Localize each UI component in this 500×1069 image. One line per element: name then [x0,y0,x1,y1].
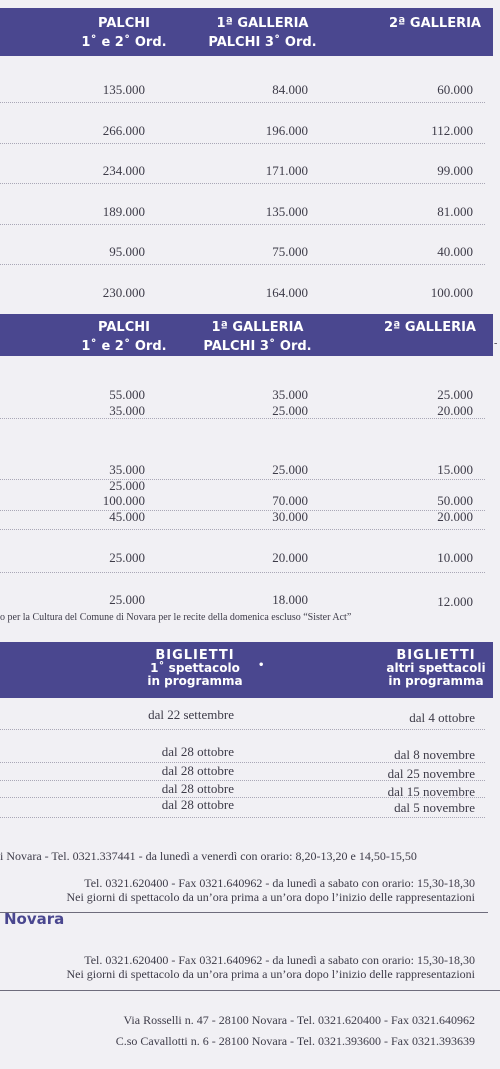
tickets-header [0,642,493,698]
price-cell: 164.000 [265,284,308,300]
ticket-others-date: dal 25 novembre [387,766,475,781]
price-cell: 112.000 [431,122,473,138]
price-cell: 75.000 [272,244,308,259]
margin-mark: - [494,338,498,349]
header-palchi: PALCHI 1˚ e 2˚ Ord. [81,320,167,354]
info-line-2a: Tel. 0321.620400 - Fax 0321.640962 - da lunedì a sabato con orario: 15,30-18,30 [84,876,475,890]
header-dot: • [258,660,265,671]
price-cell: 95.000 [109,244,145,259]
group4-col3: 12.000 [437,594,473,609]
header-palchi: PALCHI 1˚ e 2˚ Ord. [81,16,167,50]
row-divider [0,762,485,763]
group4-col2: 18.000 [272,592,308,607]
price-table-header-2 [0,314,493,356]
ticket-first-date: dal 28 ottobre [161,744,234,759]
group1-col3: 25.000 20.000 [437,387,473,418]
divider [0,912,488,913]
price-cell: 81.000 [437,203,473,219]
price-cell: 99.000 [437,163,473,178]
tickets-header-first: BIGLIETTI 1˚ spettacolo in programma [147,648,243,688]
group4-col1: 25.000 [109,592,145,607]
row-divider [0,797,485,798]
ticket-others-date: dal 15 novembre [387,784,475,799]
address-line-2: C.so Cavallotti n. 6 - 28100 Novara - Tel. 0321.393600 - Fax 0321.393639 [115,1034,475,1048]
row-divider [0,183,485,184]
header-prima-galleria: 1ª GALLERIA PALCHI 3˚ Ord. [203,320,312,354]
footnote: o per la Cultura del Comune di Novara per le recite della domenica escluso “Sister Act” [0,612,352,623]
info-line-3b: Nei giorni di spettacolo da un’ora prima a un’ora dopo l’inizio delle rappresentazioni [66,967,475,981]
tickets-header-others: BIGLIETTI altri spettacoli in programma [386,648,486,688]
divider [0,990,500,991]
row-divider [0,572,485,573]
address-line-1: Via Rosselli n. 47 - 28100 Novara - Tel. 0321.620400 - Fax 0321.640962 [123,1013,475,1027]
ticket-first-date: dal 28 ottobre [161,763,234,778]
price-cell: 234.000 [102,163,145,178]
header-seconda-galleria: 2ª GALLERIA [384,320,476,335]
price-cell: 40.000 [437,244,473,259]
info-line-3a: Tel. 0321.620400 - Fax 0321.640962 - da lunedì a sabato con orario: 15,30-18,30 [84,953,475,967]
ticket-others-date: dal 8 novembre [394,747,475,762]
price-table-header-1 [0,8,493,56]
row-divider [0,264,485,265]
price-cell: 171.000 [265,163,308,178]
group3-col2: 20.000 [272,550,308,565]
price-cell: 230.000 [102,284,145,300]
row-divider [0,780,485,781]
group2-col3: 15.000 50.000 20.000 [437,462,473,524]
row-divider [0,817,485,818]
row-divider [0,479,485,480]
group3-col3: 10.000 [437,550,473,565]
row-divider [0,510,485,511]
price-cell: 189.000 [102,203,145,219]
price-cell: 196.000 [265,122,308,138]
group3-col1: 25.000 [109,550,145,565]
row-divider [0,102,485,103]
price-cell: 135.000 [102,82,145,97]
header-seconda-galleria: 2ª GALLERIA [389,16,481,31]
info-line-2b: Nei giorni di spettacolo da un’ora prima a un’ora dopo l’inizio delle rappresentazioni [66,890,475,904]
row-divider [0,729,485,730]
section-heading: Novara [4,910,65,928]
info-line-1: i Novara - Tel. 0321.337441 - da lunedì a venerdì con orario: 8,20-13,20 e 14,50-15,50 [0,849,417,863]
price-cell: 135.000 [265,203,308,219]
ticket-first-date: dal 28 ottobre [161,781,234,796]
group1-col2: 35.000 25.000 [272,387,308,418]
ticket-first-date: dal 28 ottobre [161,797,234,812]
group1-col1: 55.000 35.000 [109,387,145,418]
row-divider [0,529,485,530]
price-cell: 100.000 [430,284,473,300]
group2-col1: 35.000 25.000 100.000 45.000 [102,462,145,524]
group2-col2: 25.000 70.000 30.000 [272,462,308,524]
ticket-others-date: dal 5 novembre [394,800,475,815]
row-divider [0,418,485,419]
price-cell: 266.000 [102,122,145,138]
ticket-others-date: dal 4 ottobre [409,710,475,725]
price-cell: 60.000 [437,82,473,97]
row-divider [0,224,485,225]
price-cell: 84.000 [272,82,308,97]
ticket-first-date: dal 22 settembre [148,707,234,722]
row-divider [0,143,485,144]
header-prima-galleria: 1ª GALLERIA PALCHI 3˚ Ord. [208,16,317,50]
